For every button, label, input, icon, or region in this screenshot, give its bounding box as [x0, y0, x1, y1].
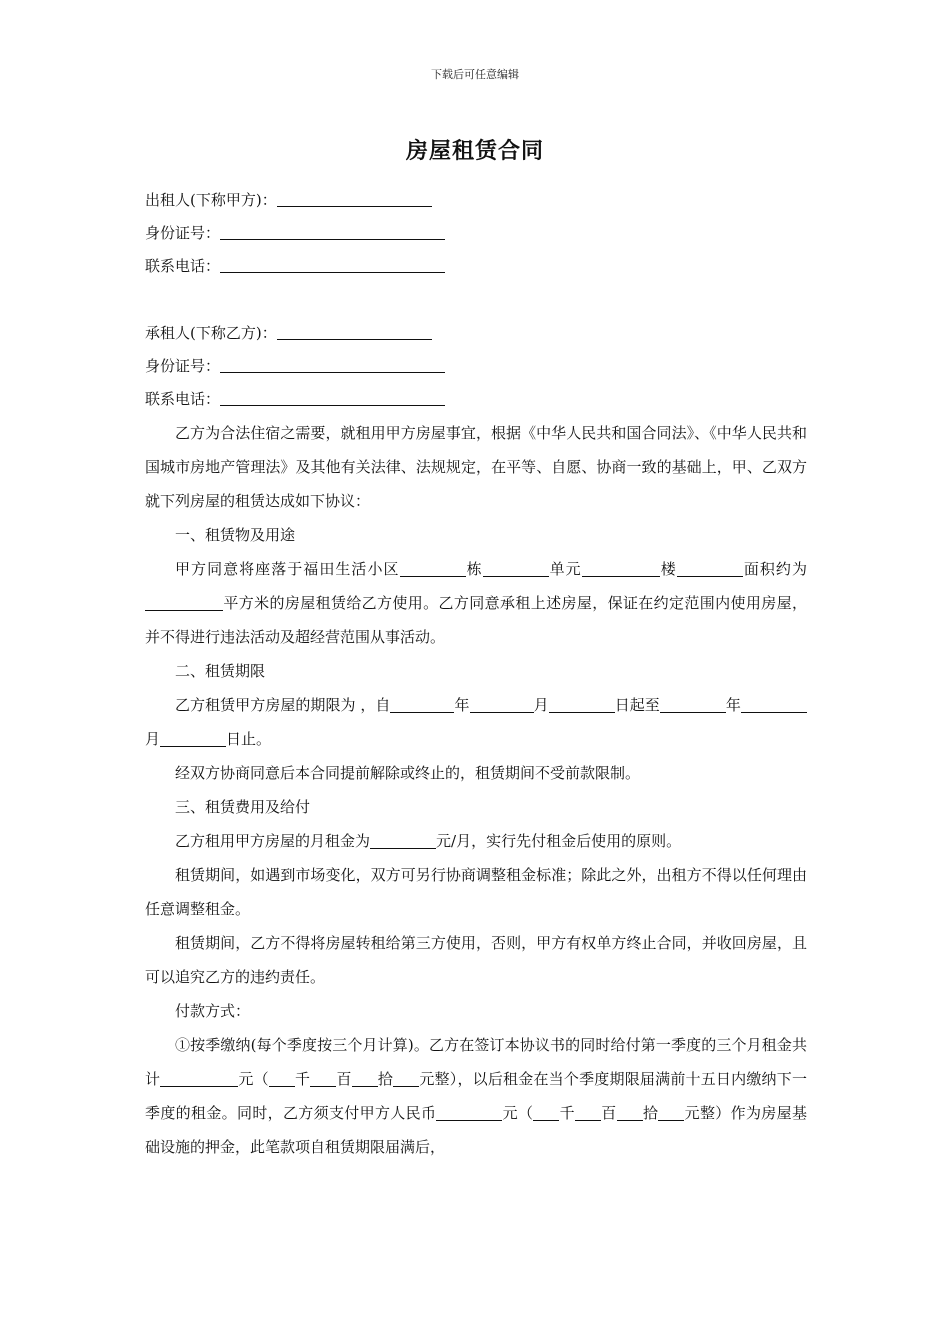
deposit-blank[interactable]	[436, 1102, 502, 1121]
section3-paragraph3: 租赁期间，乙方不得将房屋转租给第三方使用，否则，甲方有权单方终止合同，并收回房屋，且可以追究乙方的违约责任。	[145, 934, 807, 986]
section3-paragraph2: 租赁期间，如遇到市场变化，双方可另行协商调整租金标准；除此之外，出租方不得以任何理由任意调整租金。	[145, 866, 807, 918]
section3-heading: 三、租赁费用及给付	[175, 798, 311, 816]
section1-heading: 一、租赁物及用途	[175, 526, 296, 544]
end-month-blank[interactable]	[741, 694, 807, 713]
intro-paragraph: 乙方为合法住宿之需要，就租用甲方房屋事宜，根据《中华人民共和国合同法》、《中华人民共和国城市房地产管理法》及其他有关法律、法规规定，在平等、自愿、协商一致的基础上，甲、乙双方就下列房屋的租赁达成如下协议：	[145, 424, 807, 510]
section2-term-paragraph: 乙方租赁甲方房屋的期限为 ，自 年 月 日起至 年月 日止。	[145, 688, 807, 756]
lessor-phone-blank[interactable]	[220, 252, 445, 273]
deposit-wan-blank[interactable]	[533, 1102, 559, 1121]
header-note: 下载后可任意编辑	[431, 68, 519, 81]
section2-heading: 二、租赁期限	[175, 662, 266, 680]
lessee-name-label: 承租人(下称乙方)：	[145, 324, 277, 342]
lessor-phone-label: 联系电话：	[145, 257, 221, 275]
lessor-name-label: 出租人(下称甲方)：	[145, 191, 277, 209]
end-day-blank[interactable]	[160, 728, 226, 747]
lessee-phone-label: 联系电话：	[145, 390, 221, 408]
lessee-id-label: 身份证号：	[145, 357, 221, 375]
unit-blank[interactable]	[483, 558, 549, 577]
floor-blank[interactable]	[582, 558, 660, 577]
section2-paragraph2: 经双方协商同意后本合同提前解除或终止的，租赁期间不受前款限制。	[175, 764, 641, 782]
lessee-phone-blank[interactable]	[220, 385, 445, 406]
lessee-name-field	[145, 317, 807, 350]
lessee-id-blank[interactable]	[220, 352, 445, 373]
area-blank[interactable]	[145, 592, 223, 611]
start-month-blank[interactable]	[470, 694, 534, 713]
deposit-shi-blank[interactable]	[658, 1102, 684, 1121]
lessor-phone-field	[145, 250, 807, 283]
bai-blank[interactable]	[310, 1068, 336, 1087]
payment-heading: 付款方式：	[175, 1002, 251, 1020]
rent-paragraph: 乙方租用甲方房屋的月租金为 元/月，实行先付租金后使用的原则。	[175, 832, 682, 850]
deposit-bai-blank[interactable]	[617, 1102, 643, 1121]
lessor-name-blank[interactable]	[277, 186, 432, 207]
lessor-id-blank[interactable]	[220, 219, 445, 240]
area-prefix-blank[interactable]	[677, 558, 743, 577]
building-blank[interactable]	[400, 558, 466, 577]
contract-body	[145, 184, 807, 1164]
start-day-blank[interactable]	[549, 694, 615, 713]
start-year-blank[interactable]	[390, 694, 454, 713]
monthly-rent-blank[interactable]	[370, 830, 436, 849]
quarter-total-blank[interactable]	[160, 1068, 238, 1087]
lessor-id-label: 身份证号：	[145, 224, 221, 242]
yuan-blank[interactable]	[393, 1068, 419, 1087]
section1-paragraph: 甲方同意将座落于福田生活小区 栋 单元 楼 面积约为平方米的房屋租赁给乙方使用。乙方同意承租上述房屋，保证在约定范围内使用房屋，并不得进行违法活动及超经营范围从事活动。	[145, 560, 807, 646]
lessee-name-blank[interactable]	[277, 319, 432, 340]
lessor-name-field	[145, 184, 807, 217]
payment-paragraph: ①按季缴纳(每个季度按三个月计算)。乙方在签订本协议书的同时给付第一季度的三个月租金共计 元（ 千 百 拾 元整），以后租金在当个季度期限届满前十五日内缴纳下一季度的租金。同时，乙方须支付甲方人民币 元（ 千 百 拾 元整）作为房屋基础设施的押金，此笔款项自租赁期限届满后，	[145, 1036, 807, 1156]
end-year-blank[interactable]	[660, 694, 726, 713]
qian-blank[interactable]	[269, 1068, 295, 1087]
lessee-phone-field	[145, 383, 807, 416]
lessee-id-field	[145, 350, 807, 383]
deposit-qian-blank[interactable]	[575, 1102, 601, 1121]
lessor-id-field	[145, 217, 807, 250]
shi-blank[interactable]	[352, 1068, 378, 1087]
document-title: 房屋租赁合同	[405, 138, 544, 164]
